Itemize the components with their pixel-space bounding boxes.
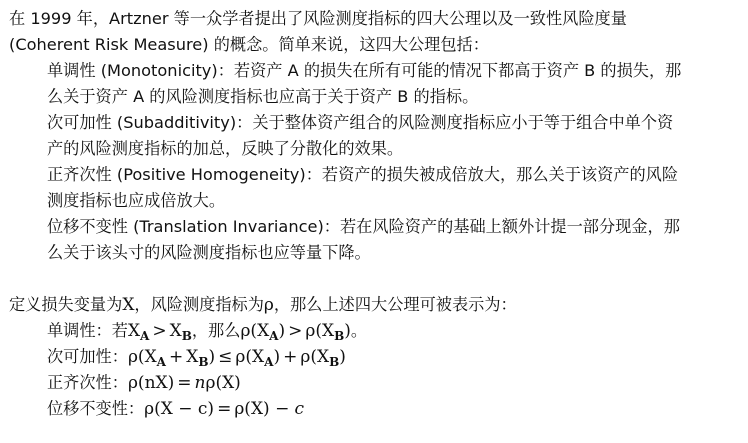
axiom-subadditivity-line-2: 产的风险测度指标的加总，反映了分散化的效果。 bbox=[47, 139, 404, 158]
axiom-monotonicity-line-2: 么关于资产 A 的风险测度指标也应高于关于资产 B 的指标。 bbox=[47, 87, 479, 106]
math-sub-b: B bbox=[334, 329, 345, 343]
math-close: ) bbox=[278, 321, 286, 341]
math-expression: ρ(X) − bbox=[234, 399, 290, 419]
math-sub-b: B bbox=[198, 355, 209, 369]
math-close: ) bbox=[208, 347, 216, 367]
formula-text: ，那么 bbox=[191, 321, 241, 340]
math-sub-a: A bbox=[156, 355, 166, 369]
definition-prefix: 定义损失变量为 bbox=[9, 295, 123, 314]
axiom-homogeneity-line-1: 正齐次性 (Positive Homogeneity)：若资产的损失被成倍放大，那么关于该资产的风险 bbox=[47, 165, 679, 184]
paragraph-spacer bbox=[9, 266, 739, 292]
math-op: > bbox=[288, 321, 303, 341]
definition-suffix: ，那么上述四大公理可被表示为： bbox=[273, 295, 517, 314]
math-op: ≤ bbox=[218, 347, 233, 367]
math-rho-open: ρ(X bbox=[300, 347, 330, 367]
formula-homogeneity-label: 正齐次性： bbox=[47, 373, 128, 392]
math-sub-a: A bbox=[264, 355, 274, 369]
math-expression: ρ(nX) bbox=[127, 373, 175, 393]
math-rho-open: ρ(X bbox=[127, 347, 157, 367]
math-n: n bbox=[194, 373, 206, 393]
math-op: > bbox=[152, 321, 167, 341]
risk-measure-symbol: ρ bbox=[263, 295, 274, 315]
math-x: X bbox=[169, 321, 182, 341]
math-rho-open: ρ(X bbox=[305, 321, 335, 341]
definition-middle: ，风险测度指标为 bbox=[134, 295, 264, 314]
formula-subadditivity bbox=[9, 344, 739, 370]
math-close: ) bbox=[344, 321, 351, 341]
document-body bbox=[9, 6, 739, 422]
math-op: = bbox=[177, 373, 192, 393]
math-c: c bbox=[294, 399, 305, 419]
loss-variable: X bbox=[122, 295, 135, 315]
math-expression: ρ(X) bbox=[205, 373, 241, 393]
formula-homogeneity bbox=[9, 370, 739, 396]
axiom-translation-line-2: 么关于该头寸的风险测度指标也应等量下降。 bbox=[47, 243, 371, 262]
math-x: X bbox=[127, 321, 141, 341]
intro-line-2: (Coherent Risk Measure) 的概念。简单来说，这四大公理包括： bbox=[9, 35, 489, 54]
math-sub-b: B bbox=[329, 355, 340, 369]
math-rho-open: ρ(X bbox=[235, 347, 265, 367]
definition-line bbox=[9, 292, 739, 318]
math-close: ) bbox=[339, 347, 346, 367]
math-close: ) bbox=[273, 347, 281, 367]
math-op: + bbox=[283, 347, 298, 367]
axiom-homogeneity-line-2: 测度指标也应成倍放大。 bbox=[47, 191, 226, 210]
axiom-translation-line-1: 位移不变性 (Translation Invariance)：若在风险资产的基础上额外计提一部分现金，那 bbox=[47, 217, 680, 236]
formula-text: 。 bbox=[350, 321, 368, 340]
math-sub-a: A bbox=[269, 329, 279, 343]
intro-line-1: 在 1999 年，Artzner 等一众学者提出了风险测度指标的四大公理以及一致性风险度量 bbox=[9, 9, 627, 28]
math-sub-b: B bbox=[181, 329, 192, 343]
formula-translation-label: 位移不变性： bbox=[47, 399, 145, 418]
formula-subadditivity-label: 次可加性： bbox=[47, 347, 128, 366]
math-sub-a: A bbox=[140, 329, 150, 343]
math-rho-open: ρ(X bbox=[240, 321, 270, 341]
axiom-monotonicity-line-1: 单调性 (Monotonicity)：若资产 A 的损失在所有可能的情况下都高于资产 B 的损失，那 bbox=[47, 61, 682, 80]
formula-monotonicity bbox=[9, 318, 739, 344]
math-op: = bbox=[217, 399, 232, 419]
math-op: + bbox=[168, 347, 184, 367]
formula-translation bbox=[9, 396, 739, 422]
formula-monotonicity-label: 单调性：若 bbox=[47, 321, 128, 340]
axiom-subadditivity-line-1: 次可加性 (Subadditivity)：关于整体资产组合的风险测度指标应小于等于组合中单个资 bbox=[47, 113, 674, 132]
math-x: X bbox=[186, 347, 199, 367]
math-expression: ρ(X − c) bbox=[144, 399, 215, 419]
